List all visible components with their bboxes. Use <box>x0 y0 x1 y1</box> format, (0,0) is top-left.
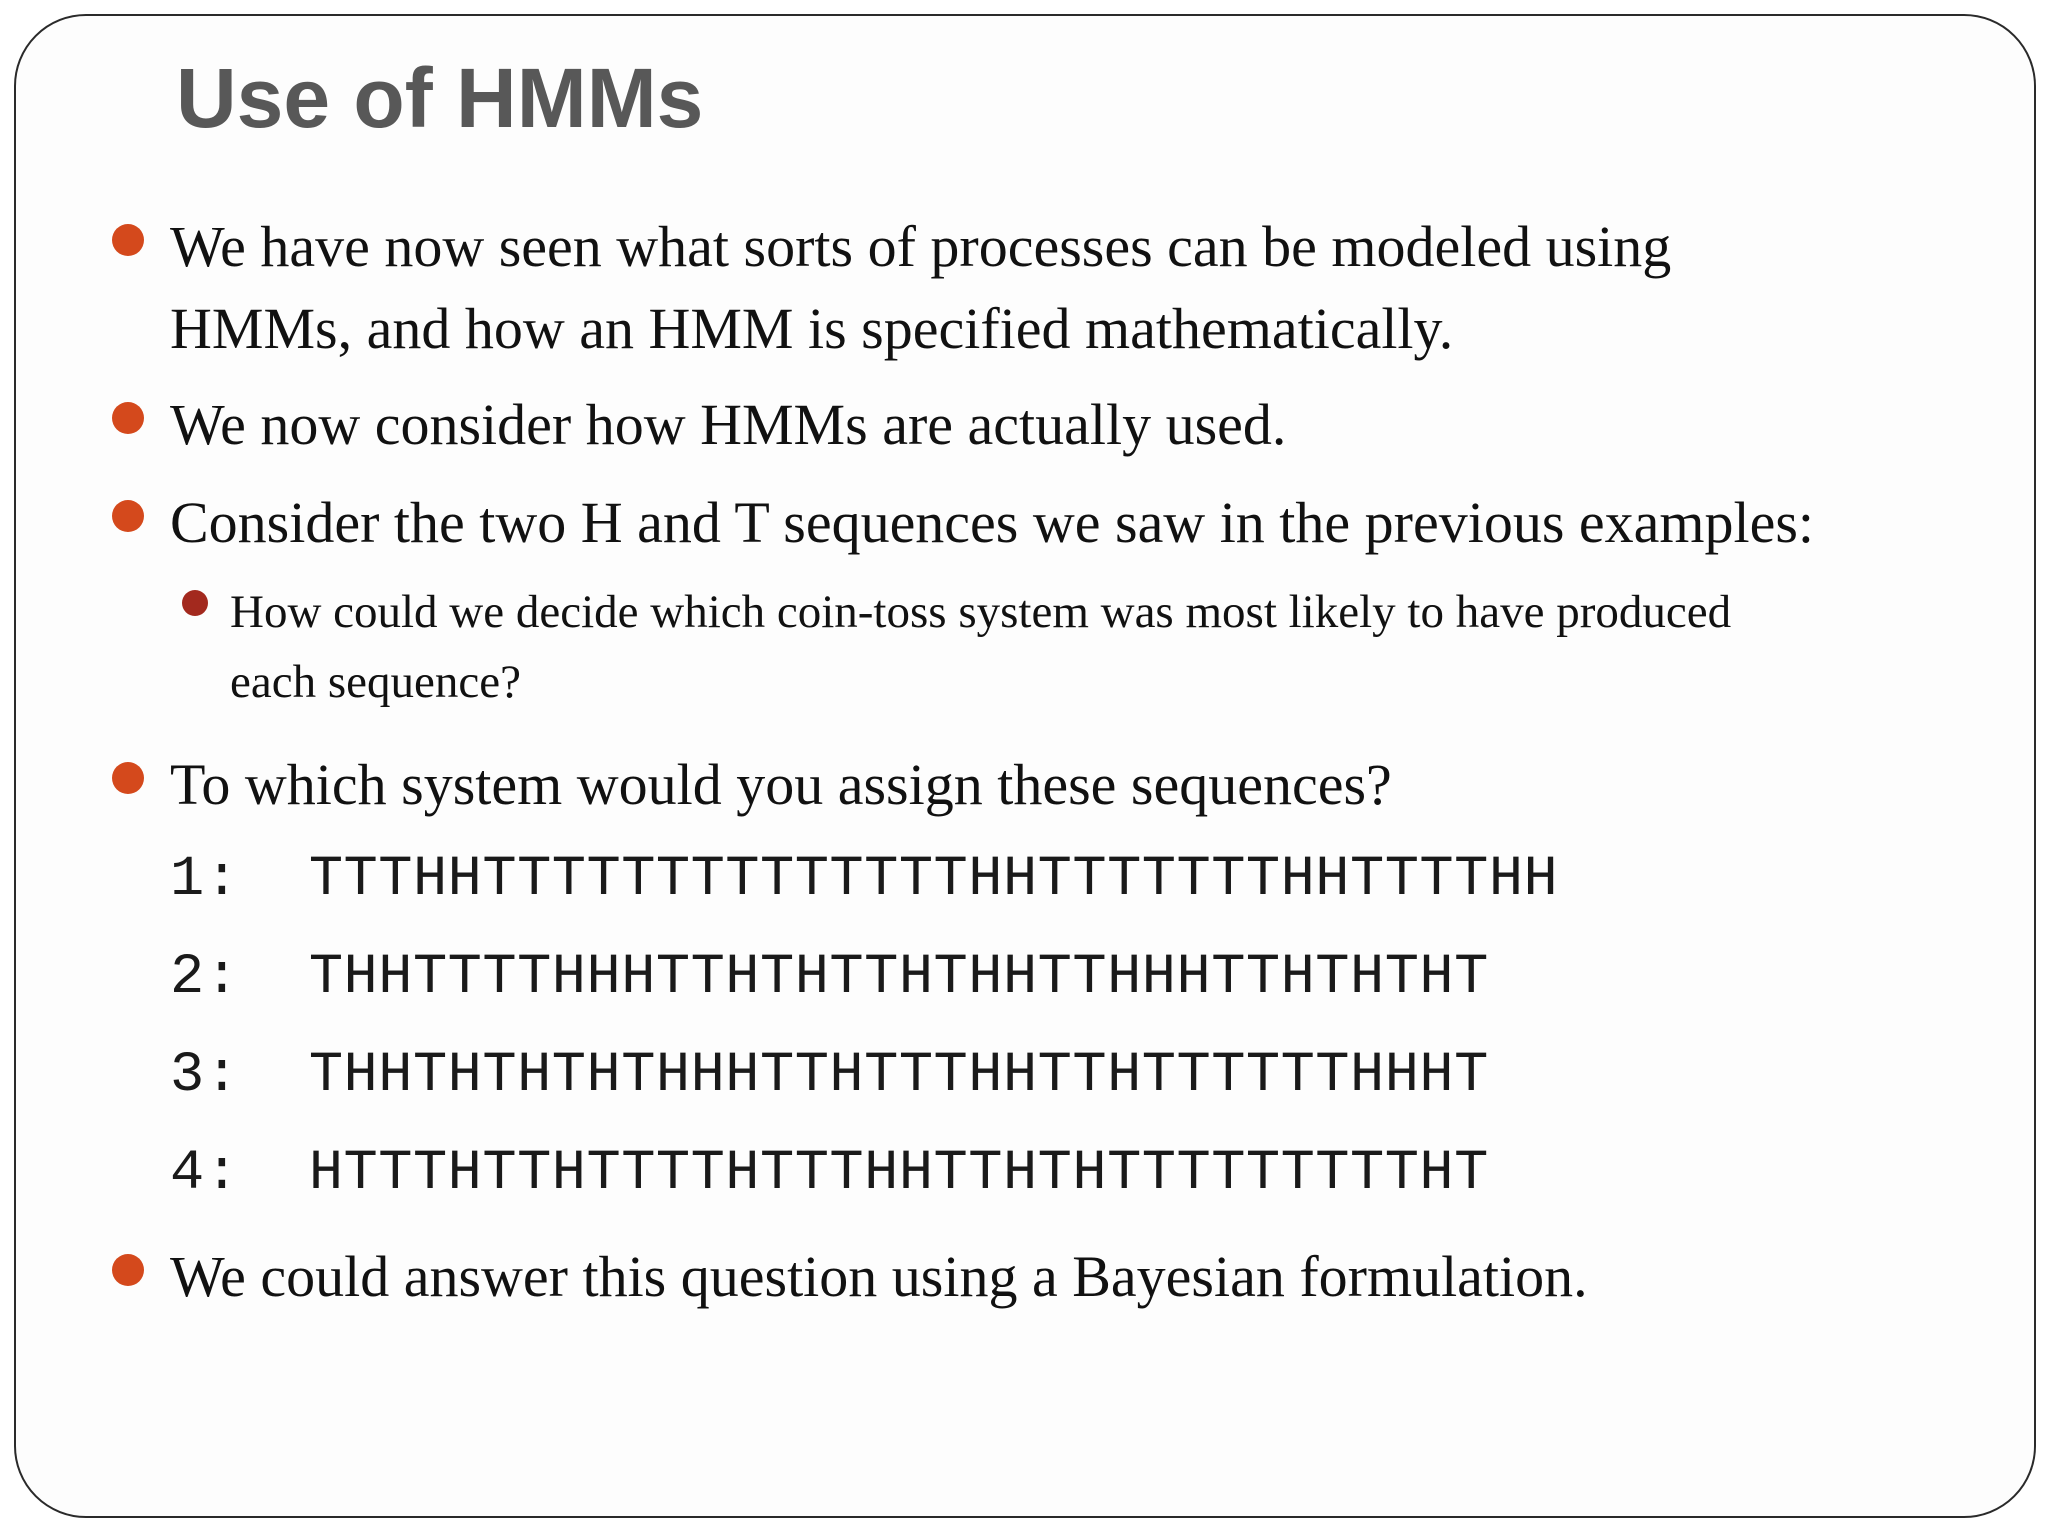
sequence-value: TTTHHTTTTTTTTTTTTTTHHTTTTTTTHHTTTTHH <box>308 848 1559 912</box>
sequence-line <box>170 1044 1489 1108</box>
bullet-dot-icon <box>112 500 144 532</box>
bullet-text: To which system would you assign these sequences? <box>170 752 1392 817</box>
sub-bullet-dot-icon <box>182 590 208 616</box>
sequence-line <box>170 848 1558 912</box>
sub-bullet-text-continuation: each sequence? <box>230 656 521 708</box>
sequence-value: HTTTHTTHTTTTHTTTHHTTHTHTTTTTTTTTHT <box>308 1142 1489 1206</box>
bullet-text: We could answer this question using a Bayesian formulation. <box>170 1244 1588 1309</box>
sequence-label: 1: <box>170 848 240 912</box>
sequence-label: 2: <box>170 946 240 1010</box>
sequence-label: 4: <box>170 1142 240 1206</box>
slide-title: Use of HMMs <box>176 51 704 145</box>
bullet-dot-icon <box>112 402 144 434</box>
sequence-value: THHTTTTHHHTTHTHTTHTHHTTHHHTTHTHTHT <box>308 946 1489 1010</box>
bullet-text: We have now seen what sorts of processes can be modeled using <box>170 214 1672 279</box>
bullet-text: Consider the two H and T sequences we saw in the previous examples: <box>170 490 1815 555</box>
bullet-text-continuation: HMMs, and how an HMM is specified mathematically. <box>170 296 1454 361</box>
sequence-line <box>170 946 1489 1010</box>
bullet-text: We now consider how HMMs are actually used. <box>170 392 1287 457</box>
sequence-line <box>170 1142 1489 1206</box>
bullet-dot-icon <box>112 762 144 794</box>
sequence-label: 3: <box>170 1044 240 1108</box>
sequence-value: THHTHTHTHTHHHTTHTTTHHTTHTTTTTTHHHT <box>308 1044 1489 1108</box>
bullet-dot-icon <box>112 1254 144 1286</box>
sub-bullet-text: How could we decide which coin-toss system was most likely to have produced <box>230 586 1732 638</box>
bullet-dot-icon <box>112 224 144 256</box>
